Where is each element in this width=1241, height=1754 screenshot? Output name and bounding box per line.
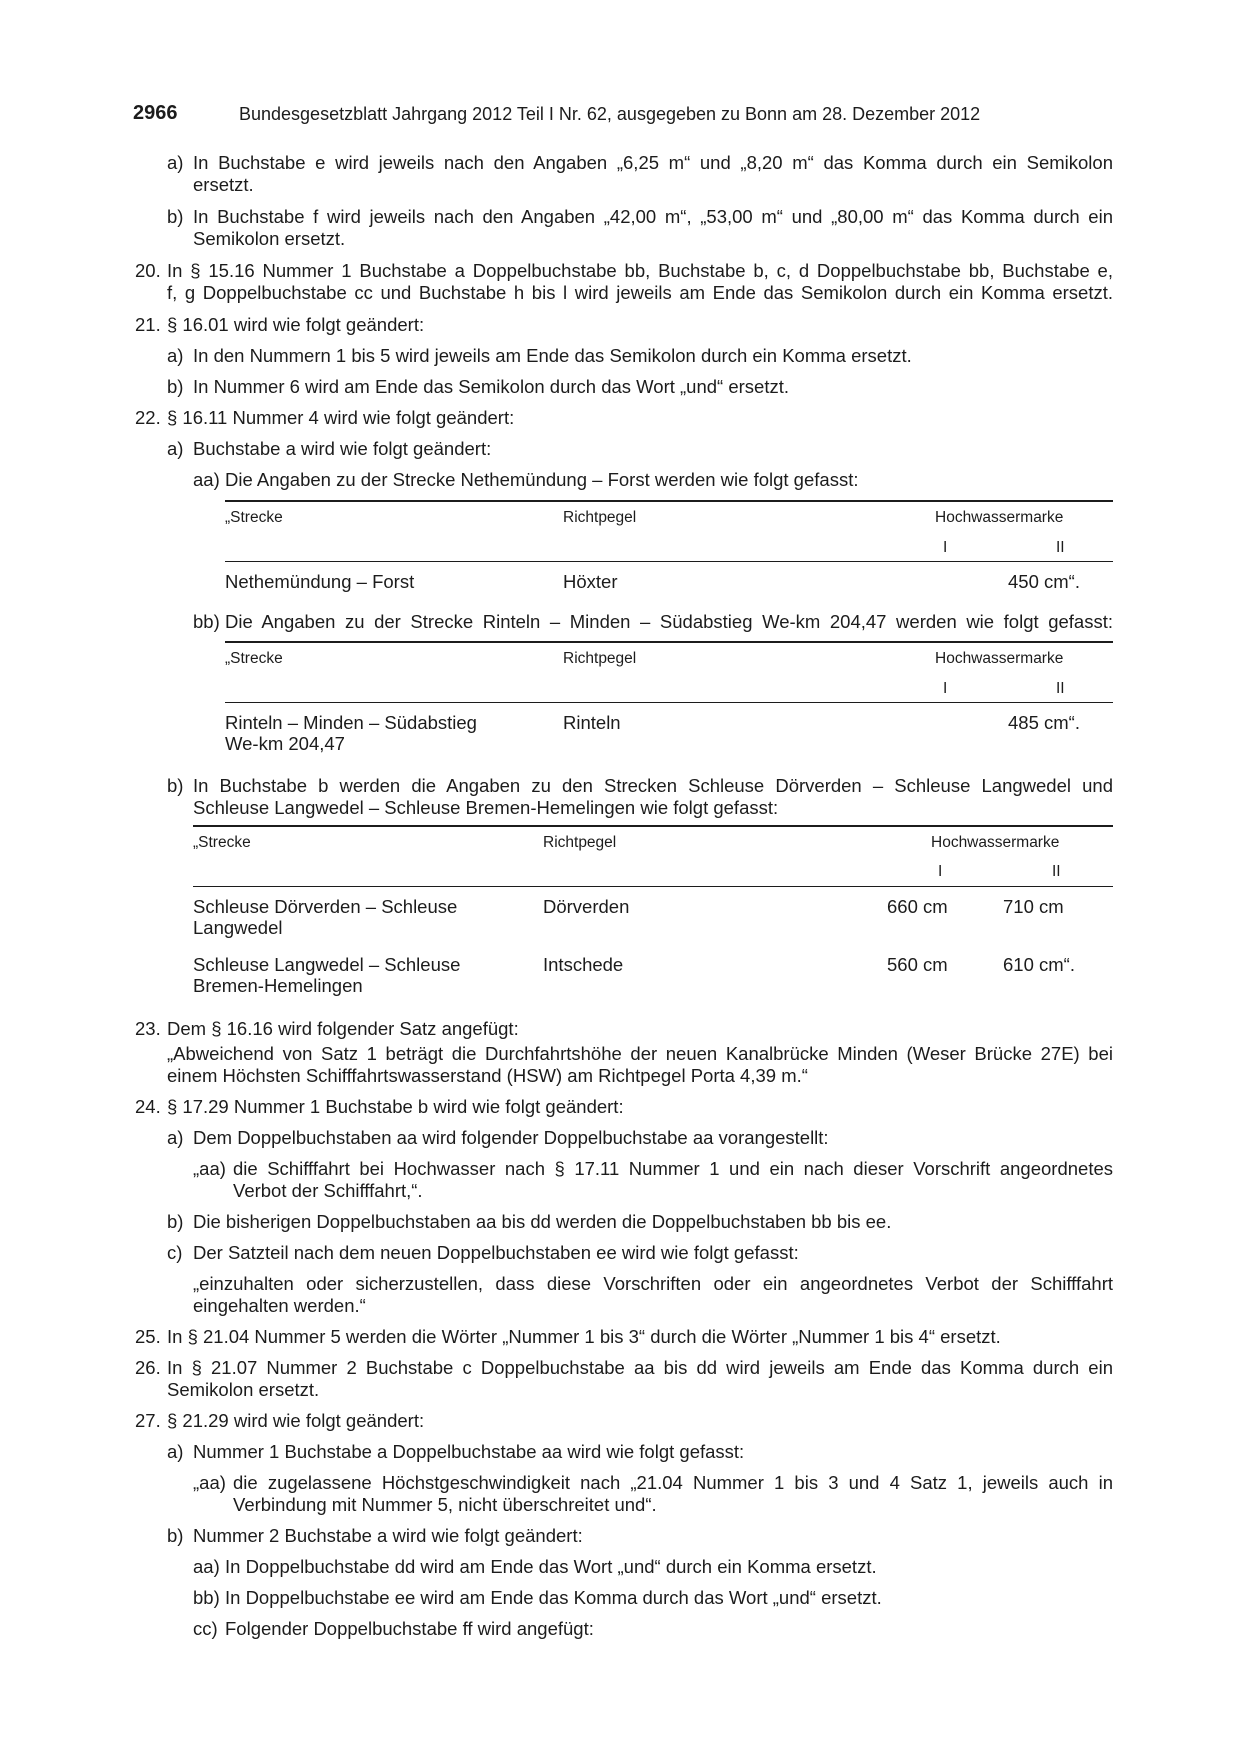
item-text-line: In § 21.07 Nummer 2 Buchstabe c Doppelbuchstabe aa bis dd wird jeweils am Ende das Komma durch ein [167, 1357, 1113, 1378]
quote-line: Verbindung mit Nummer 5, nicht überschreitet und“. [233, 1494, 657, 1515]
table-header-rule [193, 886, 1113, 887]
table-header-col-ii: II [1056, 680, 1065, 697]
item-label: a) [167, 1441, 184, 1462]
cell-richtpegel: Intschede [543, 954, 624, 975]
item-text-line: Semikolon ersetzt. [167, 1379, 320, 1400]
cell-col-i: 560 cm [887, 954, 948, 975]
item-text-line: Semikolon ersetzt. [193, 228, 346, 249]
table-header-richtpegel: Richtpegel [563, 509, 637, 526]
quote-line: einem Höchsten Schifffahrtswasserstand (HSW) am Richtpegel Porta 4,39 m.“ [167, 1065, 808, 1086]
item-text-line: In Buchstabe b werden die Angaben zu den Strecken Schleuse Dörverden – Schleuse Langwedel und [193, 775, 1113, 796]
item-text-line: Nummer 2 Buchstabe a wird wie folgt geändert: [193, 1525, 583, 1546]
item-label: a) [167, 1127, 184, 1148]
item-number: 23. [135, 1018, 161, 1039]
cell-strecke-cont: We-km 204,47 [225, 733, 345, 754]
quote-label: „aa) [193, 1158, 226, 1179]
table-header-col-ii: II [1056, 539, 1065, 556]
item-text-line: In den Nummern 1 bis 5 wird jeweils am Ende das Semikolon durch ein Komma ersetzt. [193, 345, 912, 366]
quote-line: eingehalten werden.“ [193, 1295, 366, 1316]
item-label: aa) [193, 469, 220, 490]
table-top-rule [193, 825, 1113, 827]
item-label: b) [167, 1525, 184, 1546]
table-header-hochwassermarke: Hochwassermarke [935, 650, 1064, 667]
table-header-strecke: „Strecke [225, 650, 283, 667]
gazette-title: Bundesgesetzblatt Jahrgang 2012 Teil I Nr. 62, ausgegeben zu Bonn am 28. Dezember 2012 [239, 104, 981, 124]
item-text-line: In § 15.16 Nummer 1 Buchstabe a Doppelbuchstabe bb, Buchstabe b, c, d Doppelbuchstabe bb, Buchstabe e, [167, 260, 1113, 281]
table-header-col-i: I [943, 680, 948, 697]
item-label: a) [167, 345, 184, 366]
item-label: bb) [193, 611, 220, 632]
item-label: b) [167, 206, 184, 227]
item-number: 21. [135, 314, 161, 335]
cell-richtpegel: Dörverden [543, 896, 630, 917]
table-header-strecke: „Strecke [193, 834, 251, 851]
cell-richtpegel: Rinteln [563, 712, 621, 733]
quote-line: die Schifffahrt bei Hochwasser nach § 17.11 Nummer 1 und ein nach dieser Vorschrift angeordnetes [233, 1158, 1113, 1179]
item-text-line: Dem Doppelbuchstaben aa wird folgender Doppelbuchstabe aa vorangestellt: [193, 1127, 829, 1148]
item-text-line: § 21.29 wird wie folgt geändert: [167, 1410, 425, 1431]
page-number: 2966 [133, 102, 178, 124]
item-label: bb) [193, 1587, 220, 1608]
cell-col-ii: 450 cm“. [1008, 571, 1080, 592]
table-top-rule [225, 500, 1113, 502]
item-text-line: Der Satzteil nach dem neuen Doppelbuchstaben ee wird wie folgt gefasst: [193, 1242, 799, 1263]
item-number: 20. [135, 260, 161, 281]
table-header-col-i: I [943, 539, 948, 556]
item-text-line: § 17.29 Nummer 1 Buchstabe b wird wie folgt geändert: [167, 1096, 624, 1117]
item-number: 25. [135, 1326, 161, 1347]
item-label: cc) [193, 1618, 218, 1639]
item-text-line: f, g Doppelbuchstabe cc und Buchstabe h bis l wird jeweils am Ende das Semikolon durch ein Komma ersetzt. [167, 282, 1113, 303]
item-label: a) [167, 152, 184, 173]
item-text-line: § 16.11 Nummer 4 wird wie folgt geändert: [167, 407, 515, 428]
item-text-line: § 16.01 wird wie folgt geändert: [167, 314, 425, 335]
item-text-line: Folgender Doppelbuchstabe ff wird angefügt: [225, 1618, 594, 1639]
table-header-col-ii: II [1052, 863, 1061, 880]
item-text-line: Die bisherigen Doppelbuchstaben aa bis dd werden die Doppelbuchstaben bb bis ee. [193, 1211, 892, 1232]
item-text-line: In Doppelbuchstabe dd wird am Ende das Wort „und“ durch ein Komma ersetzt. [225, 1556, 877, 1577]
item-text-line: Nummer 1 Buchstabe a Doppelbuchstabe aa wird wie folgt gefasst: [193, 1441, 745, 1462]
item-text-line: ersetzt. [193, 174, 254, 195]
item-text-line: In Buchstabe f wird jeweils nach den Angaben „42,00 m“, „53,00 m“ und „80,00 m“ das Komma durch ein [193, 206, 1113, 227]
item-text-line: Schleuse Langwedel – Schleuse Bremen-Hemelingen wie folgt gefasst: [193, 797, 779, 818]
item-text-line: In Doppelbuchstabe ee wird am Ende das Komma durch das Wort „und“ ersetzt. [225, 1587, 882, 1608]
item-text-line: In Nummer 6 wird am Ende das Semikolon durch das Wort „und“ ersetzt. [193, 376, 790, 397]
cell-strecke-cont: Langwedel [193, 917, 283, 938]
cell-col-ii: 610 cm“. [1003, 954, 1075, 975]
item-text-line: Die Angaben zu der Strecke Nethemündung – Forst werden wie folgt gefasst: [225, 469, 859, 490]
cell-strecke: Schleuse Dörverden – Schleuse [193, 896, 458, 917]
quote-line: „einzuhalten oder sicherzustellen, dass diese Vorschriften oder ein angeordnetes Verbot der Schifffahrt [193, 1273, 1113, 1294]
item-label: b) [167, 1211, 184, 1232]
item-number: 26. [135, 1357, 161, 1378]
cell-strecke: Schleuse Langwedel – Schleuse [193, 954, 461, 975]
item-text-line: In Buchstabe e wird jeweils nach den Angaben „6,25 m“ und „8,20 m“ das Komma durch ein Semikolon [193, 152, 1113, 173]
table-header-hochwassermarke: Hochwassermarke [931, 834, 1060, 851]
item-label: c) [167, 1242, 183, 1263]
item-label: a) [167, 438, 184, 459]
cell-richtpegel: Höxter [563, 571, 618, 592]
item-number: 22. [135, 407, 161, 428]
table-header-hochwassermarke: Hochwassermarke [935, 509, 1064, 526]
table-top-rule [225, 641, 1113, 643]
cell-strecke: Nethemündung – Forst [225, 571, 415, 592]
item-text-line: In § 21.04 Nummer 5 werden die Wörter „Nummer 1 bis 3“ durch die Wörter „Nummer 1 bis 4“ ersetzt. [167, 1326, 1001, 1347]
item-text-line: Die Angaben zu der Strecke Rinteln – Minden – Südabstieg We-km 204,47 werden wie folgt gefasst: [225, 611, 1113, 632]
item-text-line: Dem § 16.16 wird folgender Satz angefügt: [167, 1018, 519, 1039]
item-label: aa) [193, 1556, 220, 1577]
cell-strecke: Rinteln – Minden – Südabstieg [225, 712, 477, 733]
table-header-col-i: I [938, 863, 943, 880]
item-label: b) [167, 376, 184, 397]
item-label: b) [167, 775, 184, 796]
cell-strecke-cont: Bremen-Hemelingen [193, 975, 363, 996]
item-text-line: Buchstabe a wird wie folgt geändert: [193, 438, 492, 459]
cell-col-ii: 710 cm [1003, 896, 1064, 917]
quote-line: Verbot der Schifffahrt,“. [233, 1180, 423, 1201]
cell-col-ii: 485 cm“. [1008, 712, 1080, 733]
table-header-richtpegel: Richtpegel [543, 834, 617, 851]
cell-col-i: 660 cm [887, 896, 948, 917]
table-header-rule [225, 561, 1113, 562]
item-number: 24. [135, 1096, 161, 1117]
table-header-strecke: „Strecke [225, 509, 283, 526]
quote-line: „Abweichend von Satz 1 beträgt die Durchfahrtshöhe der neuen Kanalbrücke Minden (Weser Brücke 27E) bei [167, 1043, 1113, 1064]
quote-line: die zugelassene Höchstgeschwindigkeit nach „21.04 Nummer 1 bis 3 und 4 Satz 1, jeweils auch in [233, 1472, 1113, 1493]
item-number: 27. [135, 1410, 161, 1431]
table-header-richtpegel: Richtpegel [563, 650, 637, 667]
quote-label: „aa) [193, 1472, 226, 1493]
table-header-rule [225, 702, 1113, 703]
